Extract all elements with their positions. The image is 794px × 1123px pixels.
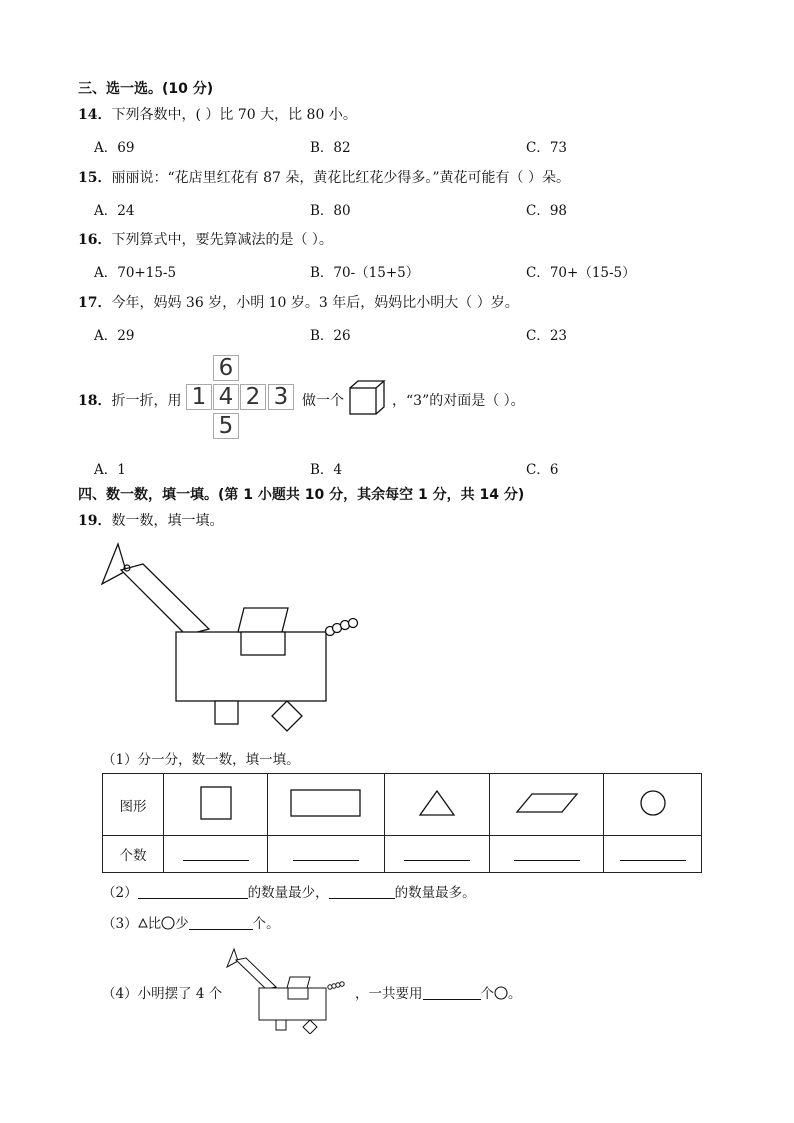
question-18 [78,390,181,410]
question-text-a: 折一折，用 [111,393,182,409]
part-3-text-b: 比 [147,916,162,932]
part-4-text-b: ，一共要用 [355,986,423,1002]
part-3-text-d: 个。 [252,916,280,932]
count-blank-circle[interactable] [604,836,702,873]
option-b: B．82 [310,140,351,156]
animal-saddle-parallelogram [238,608,288,632]
net-cell: 3 [268,384,294,410]
option-b: B．70-（15+5） [310,265,420,281]
question-14 [78,104,357,124]
option-a: A．24 [94,203,135,219]
fewest-blank[interactable] [138,884,248,899]
part-3-label: （3） [102,916,138,932]
animal-leg-square [215,701,238,724]
animal-saddle-square [241,632,285,655]
part-2-text-b: 的数量最少， [247,885,329,901]
option-b: B．4 [310,462,343,478]
parallelogram-icon [490,774,604,836]
shape-count-table [102,773,702,873]
question-text: 下列各数中，( ）比 70 大，比 80 小。 [111,107,357,123]
option-c: C．6 [526,462,559,478]
small-shape-animal-figure [224,946,348,1034]
part-4 [355,982,522,1002]
question-number: 19． [78,513,112,529]
animal-neck-parallelogram [121,564,209,635]
option-c: C．73 [526,140,568,156]
question-number: 15． [78,170,112,186]
part-2 [102,881,476,901]
count-blank-rectangle[interactable] [268,836,385,873]
question-number: 16． [78,232,112,248]
part-2-label: （2） [102,885,138,901]
small-circle-icon [161,916,175,932]
square-icon [164,774,268,836]
most-blank[interactable] [329,884,395,899]
part-4-text-a: （4）小明摆了 4 个 [102,986,223,1002]
question-text-b: 做一个 [302,393,344,409]
animal-ear-triangle [102,544,126,584]
net-cell: 6 [213,355,239,381]
question-text: 下列算式中，要先算减法的是（ ）。 [111,232,333,248]
row-label-count: 个数 [103,836,164,873]
net-cell: 2 [240,384,266,410]
part-4-period: 。 [508,986,522,1002]
option-b: B．80 [310,203,351,219]
question-19 [78,510,223,530]
tail-circle [349,619,358,628]
option-b: B．26 [310,328,351,344]
question-text-c: ，“3”的对面是（ ）。 [392,393,525,409]
count-blank-triangle[interactable] [385,836,490,873]
shape-animal-figure [98,538,360,734]
count-blank-parallelogram[interactable] [490,836,604,873]
net-cell: 1 [186,384,212,410]
question-17 [78,292,519,312]
triangle-icon [385,774,490,836]
circle-icon [604,774,702,836]
row-label-shape: 图形 [103,774,164,836]
difference-blank[interactable] [189,915,253,930]
question-number: 14． [78,107,112,123]
option-a: A．1 [94,462,126,478]
option-a: A．69 [94,140,135,156]
question-number: 18． [78,393,112,409]
animal-leg-diamond [272,701,302,731]
option-c: C．70+（15-5） [526,265,636,281]
question-text: 数一数，填一填。 [111,513,224,529]
count-blank-square[interactable] [164,836,268,873]
option-c: C．23 [526,328,568,344]
net-cell: 5 [213,413,239,439]
part-3-text-c: 少 [175,916,189,932]
section-4-title: 四、数一数，填一填。(第 1 小题共 10 分，其余每空 1 分，共 14 分) [78,487,525,503]
question-16 [78,229,333,249]
part-2-text-c: 的数量最多。 [394,885,476,901]
part-1-label: （1）分一分，数一数，填一填。 [102,752,300,768]
option-c: C．98 [526,203,568,219]
rectangle-icon [268,774,385,836]
total-circles-blank[interactable] [423,985,481,1000]
net-cell: 4 [213,384,239,410]
section-3-title: 三、选一选。(10 分) [78,81,214,97]
part-4-text-c: 个 [480,986,494,1002]
small-circle-icon [494,986,508,1002]
question-text: 今年，妈妈 36 岁，小明 10 岁。3 年后，妈妈比小明大（ ）岁。 [111,295,519,311]
cube-icon [348,379,388,417]
small-triangle-icon [138,916,148,932]
option-a: A．70+15-5 [94,265,177,281]
question-text: 丽丽说：“花店里红花有 87 朵，黄花比红花少得多。”黄花可能有（ ）朵。 [111,170,570,186]
part-3 [102,912,280,932]
question-15 [78,167,570,187]
question-number: 17． [78,295,112,311]
option-a: A．29 [94,328,135,344]
